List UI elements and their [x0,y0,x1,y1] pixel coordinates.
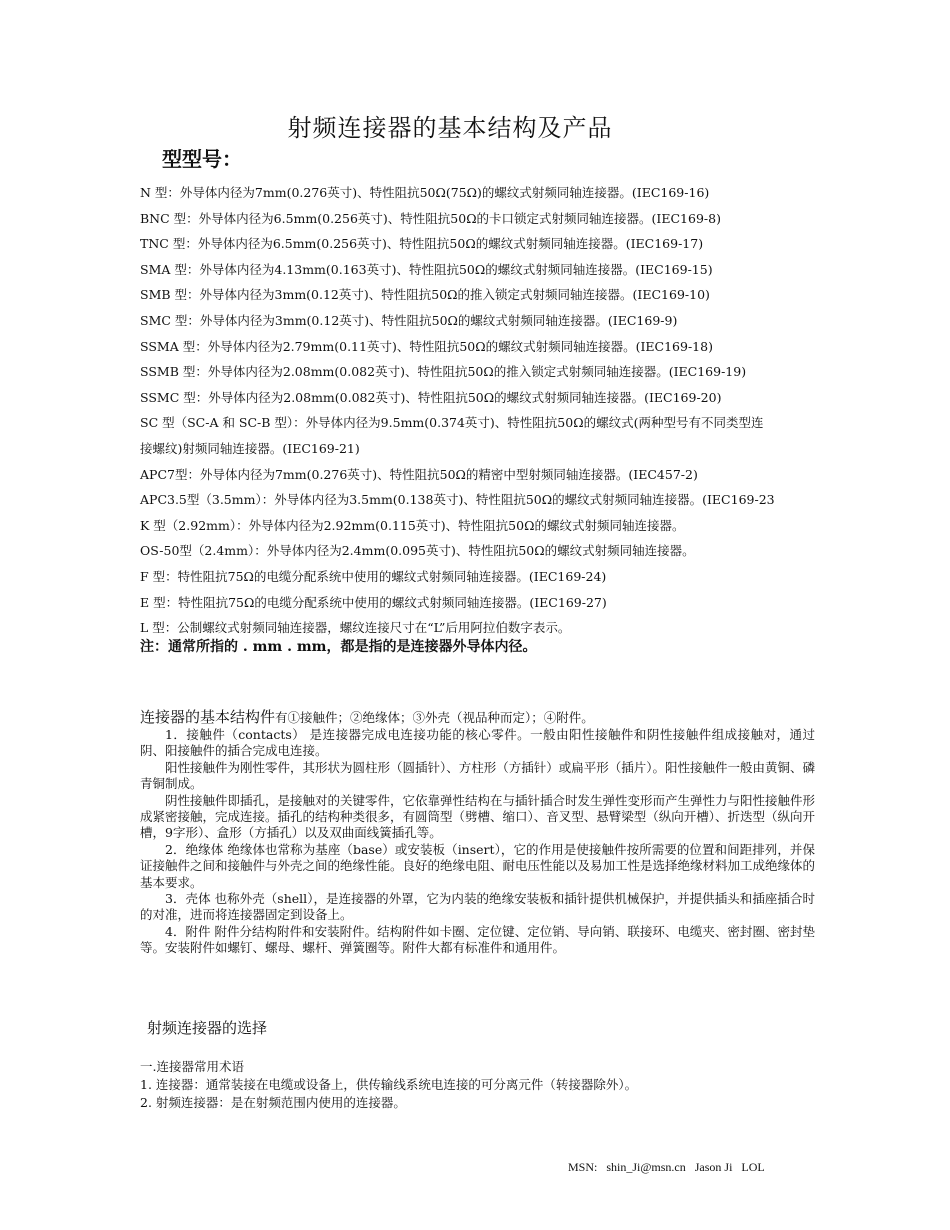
connector-type-list [140,180,820,641]
type-item-sc-cont: 接螺纹)射频同轴连接器。(IEC169-21) [140,440,360,456]
type-item-bnc: BNC 型：外导体内径为6.5mm(0.256英寸)、特性阻抗50Ω的卡口锁定式射频同轴连接器。(IEC169-8) [140,210,721,226]
type-item-tnc: TNC 型：外导体内径为6.5mm(0.256英寸)、特性阻抗50Ω的螺纹式射频同轴连接器。(IEC169-17) [140,236,704,252]
structure-paragraph: 阳性接触件为刚性零件，其形状为圆柱形（圆插针）、方柱形（方插针）或扁平形（插片）。阳性接触件一般由黄铜、磷青铜制成。 [140,759,816,792]
structure-paragraph: 阴性接触件即插孔，是接触对的关键零件，它依靠弹性结构在与插针插合时发生弹性变形而产生弹性力与阳性接触件形成紧密接触，完成连接。插孔的结构种类很多，有圆筒型（劈槽、缩口）、音叉型、悬臂梁型（纵向开槽）、折迭型（纵向开槽，9字形）、盒形（方插孔）以及双曲面线簧插孔等。 [140,792,816,841]
type-item-smb: SMB 型：外导体内径为3mm(0.12英寸)、特性阻抗50Ω的推入锁定式射频同轴连接器。(IEC169-10) [140,287,710,303]
type-item-n: N 型：外导体内径为7mm(0.276英寸)、特性阻抗50Ω(75Ω)的螺纹式射频同轴连接器。(IEC169-16) [140,185,710,200]
type-item-smc: SMC 型：外导体内径为3mm(0.12英寸)、特性阻抗50Ω的螺纹式射频同轴连接器。(IEC169-9) [140,312,678,328]
type-item-sc: SC 型（SC-A 和 SC-B 型）：外导体内径为9.5mm(0.374英寸)、特性阻抗50Ω的螺纹式(两种型号有不同类型连 [140,415,764,431]
note-text: 注：通常所指的 . mm . mm，都是指的是连接器外导体内径。 [140,639,537,655]
type-item-os50: OS-50型（2.4mm）：外导体内径为2.4mm(0.095英寸)、特性阻抗50Ω的螺纹式射频同轴连接器。 [140,543,695,559]
type-item-e: E 型：特性阻抗75Ω的电缆分配系统中使用的螺纹式射频同轴连接器。(IEC169-27) [140,594,607,610]
terms-list [140,1058,820,1112]
structure-paragraph: 2．绝缘体 绝缘体也常称为基座（base）或安装板（insert），它的作用是使接触件按所需要的位置和间距排列，并保证接触件之间和接触件与外壳之间的绝缘性能。良好的绝缘电阻、耐电压性能以及易加工性是选择绝缘材料加工成绝缘体的基本要求。 [140,841,816,890]
type-item-ssma: SSMA 型：外导体内径为2.79mm(0.11英寸)、特性阻抗50Ω的螺纹式射频同轴连接器。(IEC169-18) [140,338,713,354]
term-item: 1. 连接器：通常装接在电缆或设备上，供传输线系统电连接的可分离元件（转接器除外）。 [140,1077,638,1092]
structure-heading-line [140,706,815,727]
structure-heading: 连接器的基本结构件 [140,708,276,726]
type-item-apc35: APC3.5型（3.5mm）：外导体内径为3.5mm(0.138英寸)、特性阻抗50Ω的螺纹式射频同轴连接器。(IEC169-23 [140,492,775,508]
selection-heading: 射频连接器的选择 [147,1019,268,1037]
type-item-apc7: APC7型：外导体内径为7mm(0.276英寸)、特性阻抗50Ω的精密中型射频同轴连接器。(IEC457-2) [140,466,698,482]
type-item-ssmc: SSMC 型：外导体内径为2.08mm(0.082英寸)、特性阻抗50Ω的螺纹式射频同轴连接器。(IEC169-20) [140,389,722,405]
page-title: 射频连接器的基本结构及产品 [287,114,613,142]
structure-section [140,706,815,957]
type-item-k: K 型（2.92mm）：外导体内径为2.92mm(0.115英寸)、特性阻抗50Ω的螺纹式射频同轴连接器。 [140,517,685,533]
page-footer: MSN: shin_Ji@msn.cn Jason Ji LOL [568,1160,765,1174]
page-subtitle: 型型号： [162,147,242,171]
type-item-ssmb: SSMB 型：外导体内径为2.08mm(0.082英寸)、特性阻抗50Ω的推入锁定式射频同轴连接器。(IEC169-19) [140,364,747,380]
type-item-sma: SMA 型：外导体内径为4.13mm(0.163英寸)、特性阻抗50Ω的螺纹式射频同轴连接器。(IEC169-15) [140,261,713,277]
structure-paragraph: 1．接触件（contacts） 是连接器完成电连接功能的核心零件。一般由阳性接触件和阴性接触件组成接触对，通过阴、阳接触件的插合完成电连接。 [140,727,815,759]
structure-paragraph: 4．附件 附件分结构附件和安装附件。结构附件如卡圈、定位键、定位销、导向销、联接环、电缆夹、密封圈、密封垫等。安装附件如螺钉、螺母、螺杆、弹簧圈等。附件大都有标准件和通用件。 [140,923,815,956]
term-item: 2. 射频连接器：是在射频范围内使用的连接器。 [140,1095,406,1110]
structure-heading-tail: 有①接触件；②绝缘体；③外壳（视品种而定）；④附件。 [275,710,594,725]
structure-paragraph: 3．壳体 也称外壳（shell），是连接器的外罩，它为内装的绝缘安装板和插针提供机械保护，并提供插头和插座插合时的对准，进而将连接器固定到设备上。 [140,891,815,923]
terms-heading: 一.连接器常用术语 [140,1059,244,1074]
type-item-l: L 型：公制螺纹式射频同轴连接器，螺纹连接尺寸在“L”后用阿拉伯数字表示。 [140,620,571,636]
type-item-f: F 型：特性阻抗75Ω的电缆分配系统中使用的螺纹式射频同轴连接器。(IEC169-24) [140,568,607,584]
